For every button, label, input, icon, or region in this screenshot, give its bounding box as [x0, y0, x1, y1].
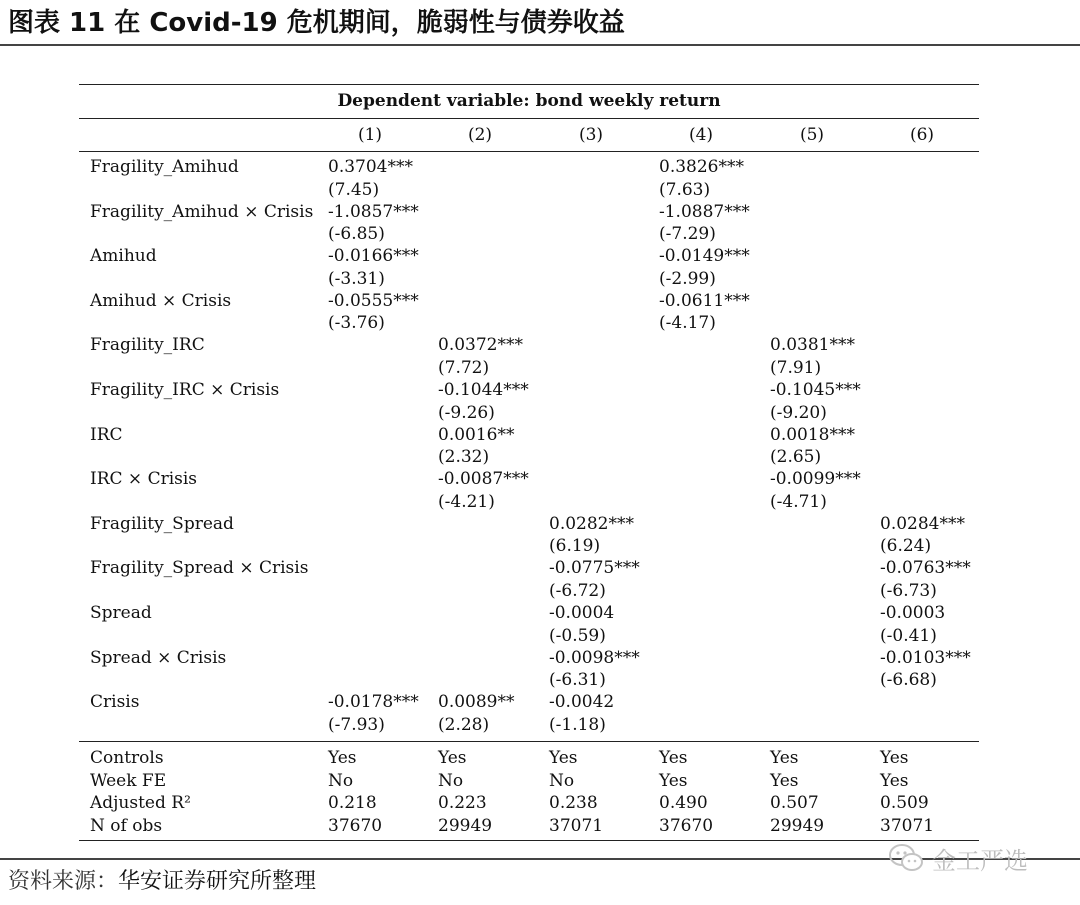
- stat-value: Yes: [328, 748, 357, 768]
- row-label: Spread: [90, 603, 152, 623]
- coefficient-cell: -0.0775***: [549, 558, 640, 579]
- stats-rule: [79, 741, 979, 742]
- stat-value: 0.223: [438, 793, 487, 813]
- coefficient-cell: -1.0857***: [328, 201, 419, 222]
- watermark-text: 金工严选: [932, 846, 1028, 875]
- stat-value: Yes: [659, 770, 688, 791]
- coefficient-cell: -0.0178***: [328, 692, 419, 713]
- column-header: (4): [688, 125, 714, 145]
- row-label: Amihud × Crisis: [90, 290, 232, 311]
- coefficient-cell: -0.0004: [549, 603, 615, 623]
- stat-value: 37071: [880, 815, 935, 836]
- t-stat-cell: (6.19): [549, 536, 601, 557]
- coefficient-cell: 0.3704***: [328, 157, 413, 177]
- column-header: (2): [467, 125, 493, 145]
- coefficient-cell: -0.1044***: [438, 380, 529, 400]
- t-stat-cell: (-4.17): [659, 313, 716, 334]
- t-stat-cell: (2.32): [438, 447, 490, 468]
- stat-value: 29949: [438, 815, 493, 836]
- stat-value: 37670: [328, 815, 383, 836]
- source-text: 华安证券研究所整理: [118, 869, 317, 894]
- t-stat-cell: (-2.99): [659, 268, 716, 289]
- coefficient-cell: 0.3826***: [659, 157, 744, 177]
- t-stat-cell: (7.45): [328, 179, 380, 200]
- t-stat-cell: (-3.31): [328, 268, 385, 289]
- row-label: Fragility_IRC: [90, 335, 205, 356]
- header-rule: [79, 118, 979, 119]
- t-stat-cell: (7.91): [770, 357, 822, 378]
- t-stat-cell: (7.72): [438, 357, 490, 378]
- column-header-rule: [79, 151, 979, 152]
- t-stat-cell: (-6.72): [549, 580, 606, 601]
- t-stat-cell: (2.28): [438, 714, 490, 735]
- t-stat-cell: (-9.20): [770, 402, 827, 423]
- t-stat-cell: (6.24): [880, 536, 932, 557]
- row-label: Fragility_Spread: [90, 513, 234, 534]
- t-stat-cell: (2.65): [770, 447, 822, 468]
- coefficient-cell: -0.0611***: [659, 290, 750, 311]
- coefficient-cell: -0.0166***: [328, 246, 419, 267]
- source-note: [8, 867, 316, 897]
- coefficient-cell: 0.0018***: [770, 424, 855, 445]
- stat-label: Week FE: [90, 770, 167, 791]
- stat-value: 0.238: [549, 793, 598, 813]
- stat-value: 0.490: [659, 793, 708, 813]
- stat-value: 37670: [659, 815, 714, 836]
- stat-label: Adjusted R²: [90, 793, 191, 813]
- row-label: IRC: [90, 424, 123, 445]
- coefficient-cell: -0.0763***: [880, 558, 971, 579]
- stat-value: 0.509: [880, 793, 929, 813]
- coefficient-cell: -0.0149***: [659, 246, 750, 267]
- bottom-rule: [79, 840, 979, 841]
- title-rule: [0, 44, 1080, 46]
- coefficient-cell: -0.0087***: [438, 469, 529, 490]
- row-label: IRC × Crisis: [90, 469, 198, 490]
- coefficient-cell: -1.0887***: [659, 201, 750, 222]
- t-stat-cell: (-7.29): [659, 224, 716, 245]
- t-stat-cell: (7.63): [659, 179, 711, 200]
- row-label: Fragility_Amihud × Crisis: [90, 201, 314, 222]
- t-stat-cell: (-3.76): [328, 313, 385, 334]
- column-header: (1): [357, 125, 383, 145]
- coefficient-cell: -0.0042: [549, 692, 615, 713]
- t-stat-cell: (-6.73): [880, 580, 937, 601]
- coefficient-cell: 0.0016**: [438, 424, 515, 445]
- source-label: 资料来源：: [8, 869, 119, 894]
- stat-value: 0.218: [328, 793, 377, 813]
- stat-label: N of obs: [90, 815, 163, 836]
- column-header: (5): [799, 125, 825, 145]
- t-stat-cell: (-0.41): [880, 625, 937, 646]
- stat-value: Yes: [770, 748, 799, 768]
- row-label: Fragility_Amihud: [90, 157, 239, 177]
- stat-value: 0.507: [770, 793, 819, 813]
- row-label: Amihud: [90, 246, 157, 267]
- coefficient-cell: -0.0099***: [770, 469, 861, 490]
- stat-label: Controls: [90, 748, 164, 768]
- row-label: Spread × Crisis: [90, 647, 227, 668]
- coefficient-cell: -0.0003: [880, 603, 946, 623]
- stat-value: 29949: [770, 815, 825, 836]
- coefficient-cell: 0.0284***: [880, 513, 965, 534]
- coefficient-cell: 0.0372***: [438, 335, 523, 356]
- coefficient-cell: -0.0555***: [328, 290, 419, 311]
- column-header: (6): [909, 125, 935, 145]
- column-header: (3): [578, 125, 604, 145]
- stat-value: Yes: [880, 748, 909, 768]
- stat-value: No: [549, 770, 575, 791]
- coefficient-cell: 0.0089**: [438, 692, 515, 713]
- t-stat-cell: (-1.18): [549, 714, 606, 735]
- coefficient-cell: 0.0282***: [549, 513, 634, 534]
- stat-value: Yes: [659, 748, 688, 768]
- coefficient-cell: 0.0381***: [770, 335, 855, 356]
- row-label: Crisis: [90, 692, 140, 713]
- t-stat-cell: (-7.93): [328, 714, 385, 735]
- t-stat-cell: (-6.85): [328, 224, 385, 245]
- watermark: [888, 838, 1028, 878]
- coefficient-cell: -0.0103***: [880, 647, 971, 668]
- stat-value: Yes: [880, 770, 909, 791]
- row-label: Fragility_Spread × Crisis: [90, 558, 309, 579]
- stat-value: 37071: [549, 815, 604, 836]
- coefficient-cell: -0.1045***: [770, 380, 861, 400]
- coefficient-cell: -0.0098***: [549, 647, 640, 668]
- stat-value: Yes: [770, 770, 799, 791]
- stat-value: No: [438, 770, 464, 791]
- dependent-variable-header: Dependent variable: bond weekly return: [337, 91, 721, 111]
- top-rule: [79, 84, 979, 85]
- row-label: Fragility_IRC × Crisis: [90, 380, 280, 400]
- stat-value: Yes: [438, 748, 467, 768]
- stat-value: Yes: [549, 748, 578, 768]
- figure-title: 图表 11 在 Covid-19 危机期间，脆弱性与债券收益: [8, 8, 625, 38]
- wechat-icon: [888, 843, 924, 873]
- t-stat-cell: (-6.31): [549, 670, 606, 691]
- t-stat-cell: (-0.59): [549, 625, 606, 646]
- t-stat-cell: (-4.71): [770, 491, 827, 512]
- stat-value: No: [328, 770, 354, 791]
- t-stat-cell: (-6.68): [880, 670, 937, 691]
- t-stat-cell: (-9.26): [438, 402, 495, 423]
- t-stat-cell: (-4.21): [438, 491, 495, 512]
